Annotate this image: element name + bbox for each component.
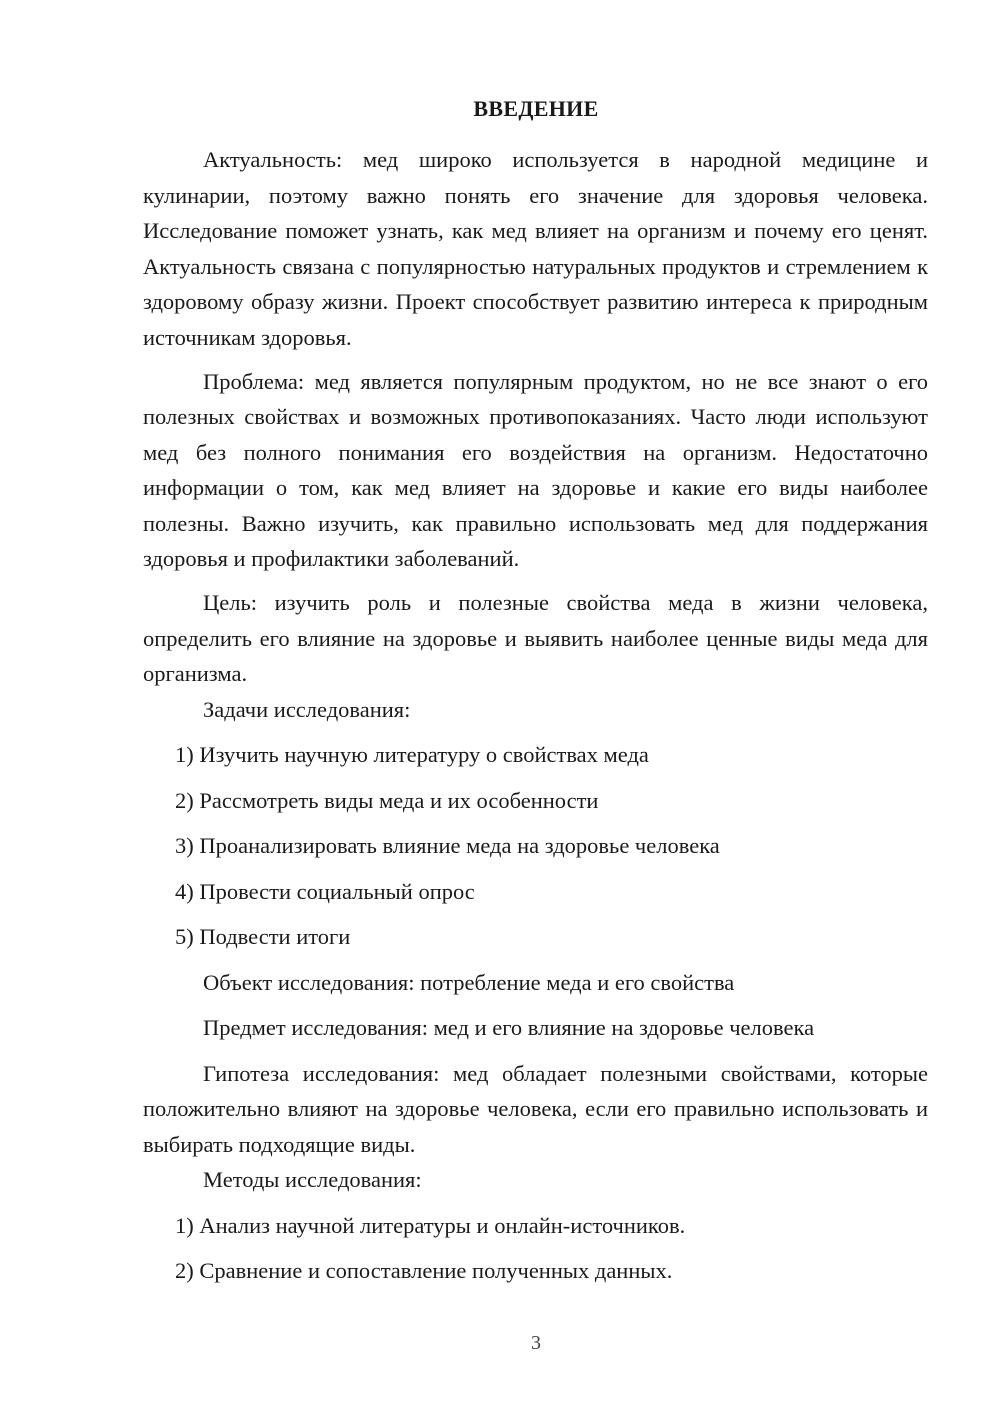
goal-paragraph: Цель: изучить роль и полезные свойства меда в жизни человека, определить его влияние на здоровье и выявить наиболее ценные виды меда для организма.	[143, 590, 928, 686]
task-item: 3) Проанализировать влияние меда на здоровье человека	[175, 833, 720, 858]
page-title: ВВЕДЕНИЕ	[473, 96, 599, 121]
task-item: 4) Провести социальный опрос	[175, 878, 475, 904]
document-body	[143, 142, 928, 1289]
task-item: 5) Подвести итоги	[175, 924, 351, 949]
methods-heading: Методы исследования:	[203, 1167, 422, 1192]
task-item: 2) Рассмотреть виды меда и их особенности	[175, 787, 599, 813]
task-item: 1) Изучить научную литературу о свойствах меда	[175, 742, 649, 767]
research-object: Объект исследования: потребление меда и его свойства	[203, 969, 735, 995]
relevance-paragraph: Актуальность: мед широко используется в народной медицине и кулинарии, поэтому важно понять его значение для здоровья человека. Исследование поможет узнать, как мед влияет на организм и почему его ценят. Актуальность связана с популярностью натуральных продуктов и стремлением к здоровому образу жизни. Проект способствует развитию интереса к природным источникам здоровья.	[143, 147, 928, 350]
hypothesis-paragraph: Гипотеза исследования: мед обладает полезными свойствами, которые положительно влияют на здоровье человека, если его правильно использовать и выбирать подходящие виды.	[143, 1060, 928, 1157]
research-subject: Предмет исследования: мед и его влияние на здоровье человека	[203, 1015, 815, 1040]
tasks-heading: Задачи исследования:	[203, 696, 411, 722]
method-item: 1) Анализ научной литературы и онлайн-источников.	[175, 1212, 686, 1238]
problem-paragraph: Проблема: мед является популярным продуктом, но не все знают о его полезных свойствах и возможных противопоказаниях. Часто люди используют мед без полного понимания его воздействия на организм. Недостаточно информации о том, как мед влияет на здоровье и какие его виды наиболее полезны. Важно изучить, как правильно использовать мед для поддержания здоровья и профилактики заболеваний.	[143, 368, 928, 571]
method-item: 2) Сравнение и сопоставление полученных данных.	[175, 1258, 673, 1283]
page-number: 3	[531, 1332, 541, 1354]
